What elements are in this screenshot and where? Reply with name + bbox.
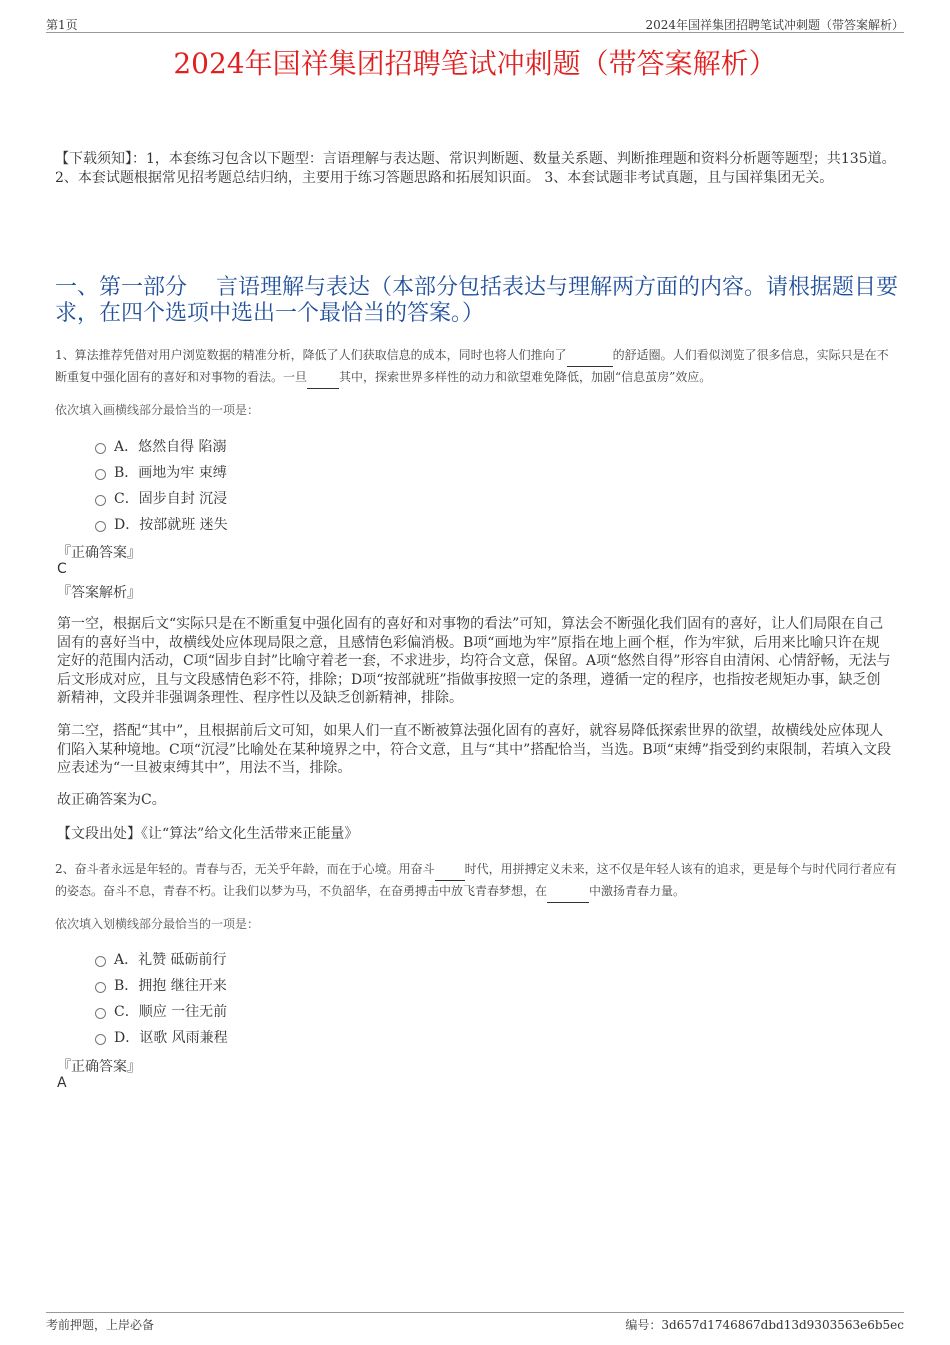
document-title: 2024年国祥集团招聘笔试冲刺题（带答案解析）: [173, 47, 777, 80]
section-heading: 一、第一部分 言语理解与表达（本部分包括表达与理解两方面的内容。请根据题目要求，在四个选项中选出一个最恰当的答案。）: [55, 275, 898, 326]
radio-icon[interactable]: [95, 495, 106, 506]
option-label: B．画地为牢 束缚: [114, 465, 227, 481]
radio-icon[interactable]: [95, 521, 106, 532]
question-2-prompt: 依次填入划横线部分最恰当的一项是：: [55, 917, 260, 931]
blank: [547, 881, 589, 903]
radio-icon[interactable]: [95, 469, 106, 480]
passage-source: 【文段出处】《让“算法”给文化生活带来正能量》: [57, 826, 359, 842]
radio-icon[interactable]: [95, 982, 106, 993]
question-1-prompt: 依次填入画横线部分最恰当的一项是：: [55, 403, 260, 417]
question-2-options: [95, 946, 228, 1050]
footer-slogan: 考前押题，上岸必备: [46, 1318, 155, 1332]
radio-icon[interactable]: [95, 956, 106, 967]
option-label: A．礼赞 砥砺前行: [114, 952, 227, 968]
option-a[interactable]: [95, 433, 228, 459]
answer-value: C: [57, 561, 67, 577]
analysis-conclusion: 故正确答案为C。: [57, 792, 166, 808]
option-a[interactable]: [95, 946, 228, 972]
option-b[interactable]: [95, 972, 228, 998]
answer-label: 『正确答案』: [57, 1059, 141, 1075]
analysis-paragraph-1: 第一空，根据后文“实际只是在不断重复中强化固有的喜好和对事物的看法”可知，算法会不断强化我们固有的喜好，让人们局限在自己固有的喜好当中，故横线处应体现局限之意，且感情色彩偏消极。B项“画地为牢”原指在地上画个框，作为牢狱，后用来比喻只许在规定好的范围内活动，C项“固步自封”比喻守着老一套，不求进步，均符合文意，保留。A项“悠然自得”形容自由清闲、心情舒畅，无法与后文形成对应，且与文段感情色彩不符，排除；D项“按部就班”指做事按照一定的条理，遵循一定的程序，也指按老规矩办事，缺乏创新精神，文段并非强调条理性、程序性以及缺乏创新精神，排除。: [57, 616, 891, 706]
option-b[interactable]: [95, 459, 228, 485]
radio-icon[interactable]: [95, 1034, 106, 1045]
radio-icon[interactable]: [95, 443, 106, 454]
answer-value: A: [57, 1075, 67, 1091]
blank: [435, 859, 465, 881]
analysis-paragraph-2: 第二空，搭配“其中”，且根据前后文可知，如果人们一直不断被算法强化固有的喜好，就容易降低探索世界的欲望，故横线处应体现人们陷入某种境地。C项“沉浸”比喻处在某种境界之中，符合文意，且与“其中”搭配恰当，当选。B项“束缚”指受到约束限制，若填入文段应表述为“一旦被束缚其中”，用法不当，排除。: [57, 723, 891, 776]
page-footer: [46, 1312, 904, 1333]
text: 时代，用拼搏定义未来，这不仅是年轻人该有的追求，更是每个与时代同行者应有的姿态。奋斗不息，青春不朽。让我们以梦为马，不负韶华，在奋勇搏击中放飞青春梦想，在: [55, 862, 897, 898]
option-label: D．讴歌 风雨兼程: [114, 1030, 228, 1046]
question-2-text: [55, 859, 900, 903]
option-label: D．按部就班 迷失: [114, 517, 228, 533]
blank: [567, 345, 613, 367]
radio-icon[interactable]: [95, 1008, 106, 1019]
text: 的舒适圈。人们看似浏览了很多信息，实际只是在不断重复中强化固有的喜好和对事物的看法。一旦: [55, 348, 889, 384]
option-d[interactable]: [95, 511, 228, 537]
question-1-options: [95, 433, 228, 537]
option-label: C．顺应 一往无前: [114, 1004, 228, 1020]
option-label: C．固步自封 沉浸: [114, 491, 228, 507]
page-header: [46, 14, 904, 33]
blank: [307, 367, 339, 389]
option-label: A．悠然自得 陷溺: [114, 439, 227, 455]
page-number: 第1页: [46, 18, 78, 32]
analysis-label: 『答案解析』: [57, 585, 141, 601]
answer-label: 『正确答案』: [57, 545, 141, 561]
option-c[interactable]: [95, 998, 228, 1024]
question-1-text: [55, 345, 900, 389]
option-label: B．拥抱 继往开来: [114, 978, 227, 994]
header-title: 2024年国祥集团招聘笔试冲刺题（带答案解析）: [645, 18, 904, 32]
download-notice: 【下载须知】：1，本套练习包含以下题型：言语理解与表达题、常识判断题、数量关系题、判断推理题和资料分析题等题型；共135道。 2、本套试题根据常见招考题总结归纳，主要用于练习答题思路和拓展知识面。 3、本套试题非考试真题，且与国祥集团无关。: [55, 151, 896, 186]
text: 1、算法推荐凭借对用户浏览数据的精准分析，降低了人们获取信息的成本，同时也将人们推向了: [55, 348, 567, 362]
option-c[interactable]: [95, 485, 228, 511]
text: 中激扬青春力量。: [589, 884, 686, 898]
document-id: 编号：3d657d1746867dbd13d9303563e6b5ec: [625, 1318, 904, 1332]
text: 其中，探索世界多样性的动力和欲望难免降低，加剧“信息茧房”效应。: [339, 370, 712, 384]
text: 2、奋斗者永远是年轻的。青春与否，无关乎年龄，而在于心境。用奋斗: [55, 862, 435, 876]
option-d[interactable]: [95, 1024, 228, 1050]
